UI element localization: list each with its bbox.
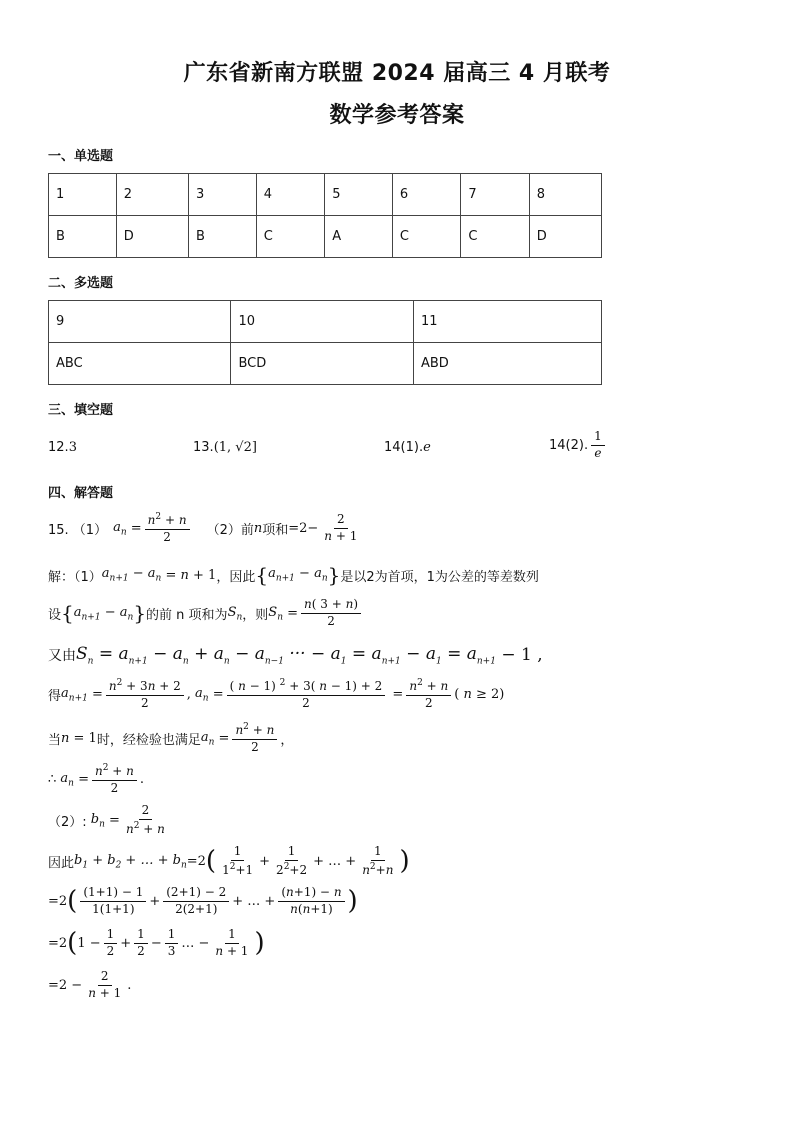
q14a-value: e xyxy=(423,440,431,455)
table-cell: ABD xyxy=(413,343,601,385)
q12-label: 12. xyxy=(48,440,69,455)
q13-value: (1, √2] xyxy=(213,440,257,455)
table-cell: A xyxy=(325,216,393,258)
q13-label: 13. xyxy=(193,440,214,455)
q14b-label: 14(2). xyxy=(549,437,589,453)
table-cell: 7 xyxy=(461,174,529,216)
solution-step-6: ∴ $a_n$ = $\frac{n^2 + n}{2}$ . xyxy=(48,763,145,795)
solution-part2: （2）: $b_n$ = $\frac{2}{n^2 + n}$ xyxy=(48,803,165,836)
table-cell: 2 xyxy=(116,174,188,216)
q14a-label: 14(1). xyxy=(384,440,424,455)
solution-step-3: 又由 $S_n = a_{n+1} - a_n + a_n - a_{n-1}$ ··· − $a_1 = a_{n+1} - a_1 = a_{n+1}$ − 1 , xyxy=(48,644,543,667)
table-cell: 5 xyxy=(325,174,393,216)
solution-step-9: =2 ( 1 − $\frac{1}{2}$ + $\frac{1}{2}$ − $\frac{1}{3}$ … − $\frac{1}{n + 1}$ ) xyxy=(48,927,265,959)
q14b-fraction: $\frac{1}{e}$ xyxy=(591,430,605,461)
fill-q12 xyxy=(48,440,77,455)
section-single-choice: 一、单选题 xyxy=(48,149,114,164)
multi-choice-table xyxy=(48,300,602,385)
table-cell: 11 xyxy=(413,301,601,343)
solution-step-2: 设 { $a_{n+1} - a_n$ } 的前 n 项和为 $S_n$ ，则 $S_n$ = $\frac{n( 3 + n)}{2}$ xyxy=(48,598,364,629)
table-cell: ABC xyxy=(49,343,231,385)
table-cell: 1 xyxy=(49,174,117,216)
solution-step-4: 得 $a_{n+1}$ = $\frac{n^2 + 3n + 2}{2}$ , $a_n$ = $\frac{( n - 1) ^2 + 3( n - 1) + 2}{2}$ = $\frac{n^2 + n}{2}$ ( n ≥ 2) xyxy=(48,678,505,710)
solution-step-5: 当 n = 1 时，经检验也满足 $a_n$ = $\frac{n^2 + n}{2}$ ， xyxy=(48,722,294,754)
section-fill-blank: 三、填空题 xyxy=(48,403,114,418)
fill-q13 xyxy=(193,440,257,455)
fill-q14b xyxy=(549,430,608,461)
solution-step-8: =2 ( $\frac{(1+1) - 1}{1(1+1)}$ + $\frac{(2+1) - 2}{2(2+1)}$ + … + $\frac{(n+1) - n}{n(n+1)}$ ) xyxy=(48,885,358,917)
table-cell: C xyxy=(256,216,324,258)
table-cell: 6 xyxy=(392,174,460,216)
table-cell: 10 xyxy=(231,301,413,343)
section-solve: 四、解答题 xyxy=(48,486,114,501)
table-cell: D xyxy=(116,216,188,258)
table-cell: BCD xyxy=(231,343,413,385)
table-cell: D xyxy=(529,216,601,258)
table-cell: 4 xyxy=(256,174,324,216)
solution-step-1: 解：（1） $a_{n+1} - a_n$ = n + 1 ，因此 { $a_{n+1} - a_n$ } 是以2为首项，1为公差的等差数列 xyxy=(48,563,539,587)
q15-answer-line: 15. （1） $a_n$ = $\frac{n^2 + n}{2}$ （2）前 n 项和 =2− $\frac{2}{n + 1}$ xyxy=(48,512,358,544)
table-cell: B xyxy=(49,216,117,258)
q12-value: 3 xyxy=(68,440,77,455)
solution-step-10: =2 − $\frac{2}{n + 1}$ . xyxy=(48,969,132,1000)
fill-q14a xyxy=(384,440,431,455)
table-cell: 3 xyxy=(188,174,256,216)
table-cell: B xyxy=(188,216,256,258)
page-subtitle: 数学参考答案 xyxy=(329,103,465,128)
single-choice-table xyxy=(48,173,602,258)
table-cell: C xyxy=(461,216,529,258)
solution-step-7: 因此 $b_1 + b_2$ + … + $b_n$ =2 ( $\frac{1}{1^2+1}$ + $\frac{1}{2^2+2}$ + … + $\frac{1}{n^2+n}$ ) xyxy=(48,844,410,877)
table-cell: 9 xyxy=(49,301,231,343)
page-title: 广东省新南方联盟 2024 届高三 4 月联考 xyxy=(183,61,611,86)
table-cell: C xyxy=(392,216,460,258)
table-cell: 8 xyxy=(529,174,601,216)
section-multi-choice: 二、多选题 xyxy=(48,276,114,291)
